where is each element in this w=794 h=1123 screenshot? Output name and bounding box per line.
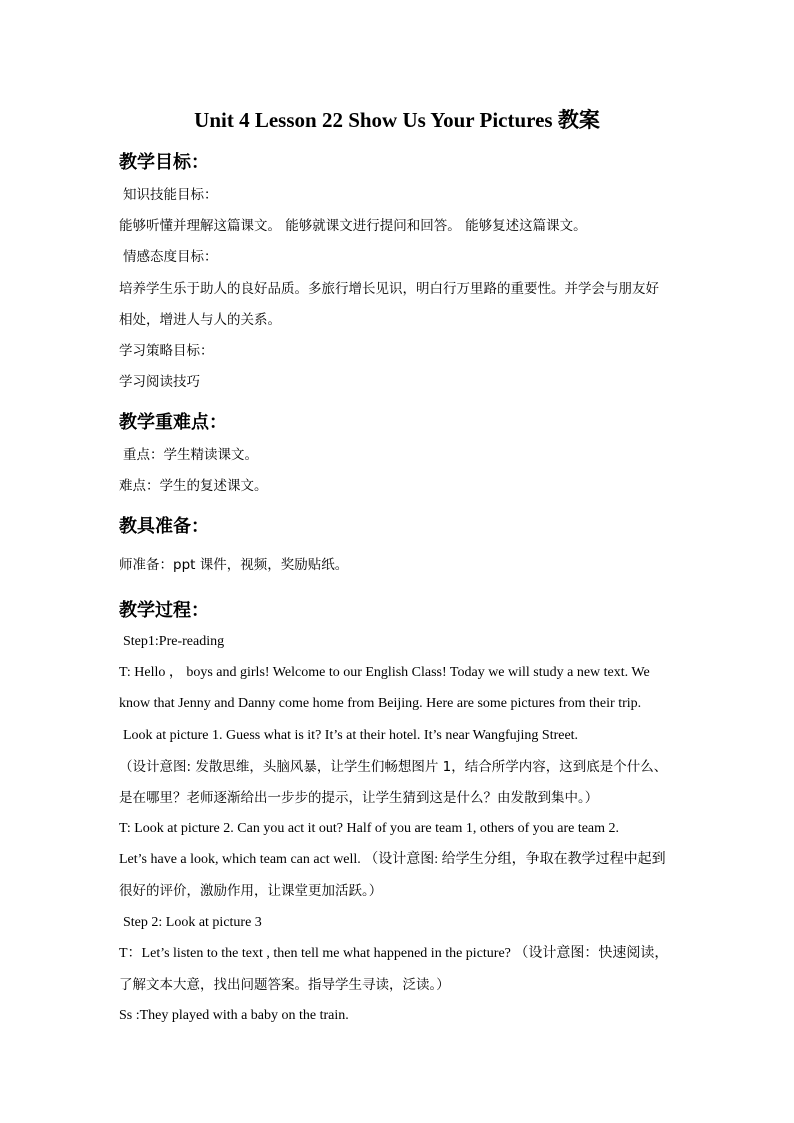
process-paragraph-1-line-4: （设计意图: 发散思维，头脑风暴，让学生们畅想图片 1，结合所学内容，这到底是个什么、	[119, 759, 668, 775]
difficulty-text: 难点：学生的复述课文。	[119, 478, 268, 494]
section-heading-materials: 教具准备：	[119, 516, 209, 537]
process-paragraph-3-line-2: 了解文本大意，找出问题答案。指导学生寻读，泛读。）	[119, 977, 450, 993]
process-paragraph-1-line-2: know that Jenny and Danny come home from Beijing. Here are some pictures from their trip.	[119, 696, 642, 711]
emotion-text-2: 相处，增进人与人的关系。	[119, 312, 281, 328]
process-paragraph-3-line-3: Ss :They played with a baby on the train.	[119, 1008, 349, 1023]
document-title: Unit 4 Lesson 22 Show Us Your Pictures 教案	[194, 108, 600, 132]
materials-text: 师准备：ppt 课件，视频，奖励贴纸。	[119, 557, 349, 573]
strategy-text: 学习阅读技巧	[119, 374, 200, 390]
process-paragraph-3-line-1: T：Let’s listen to the text , then tell me what happened in the picture? （设计意图：快速阅读，	[119, 946, 669, 961]
strategy-label: 学习策略目标：	[119, 343, 214, 359]
knowledge-text: 能够听懂并理解这篇课文。 能够就课文进行提问和回答。 能够复述这篇课文。	[119, 218, 587, 234]
emotion-text-1: 培养学生乐于助人的良好品质。多旅行增长见识，明白行万里路的重要性。并学会与朋友好	[119, 281, 659, 297]
section-heading-objectives: 教学目标：	[119, 152, 209, 173]
process-paragraph-1-line-1: T: Hello ， boys and girls! Welcome to our English Class! Today we will study a new text. We	[119, 665, 650, 680]
emotion-label: 情感态度目标：	[123, 249, 218, 265]
process-paragraph-2-line-2: Let’s have a look, which team can act well. （设计意图: 给学生分组，争取在教学过程中起到	[119, 852, 666, 867]
step2-label: Step 2: Look at picture 3	[123, 915, 262, 930]
section-heading-key-points: 教学重难点：	[119, 412, 227, 433]
step1-label: Step1:Pre-reading	[123, 634, 225, 649]
key-point-text: 重点：学生精读课文。	[123, 447, 258, 463]
process-paragraph-2-line-3: 很好的评价，激励作用，让课堂更加活跃。）	[119, 883, 383, 899]
knowledge-label: 知识技能目标：	[123, 187, 218, 203]
process-paragraph-1-line-5: 是在哪里？老师逐渐给出一步步的提示，让学生猜到这是什么？由发散到集中。）	[119, 790, 599, 806]
section-heading-process: 教学过程：	[119, 600, 209, 621]
process-paragraph-2-line-1: T: Look at picture 2. Can you act it out? Half of you are team 1, others of you are team 2.	[119, 821, 620, 836]
process-paragraph-1-line-3: Look at picture 1. Guess what is it? It’s at their hotel. It’s near Wangfujing Street.	[123, 728, 579, 743]
